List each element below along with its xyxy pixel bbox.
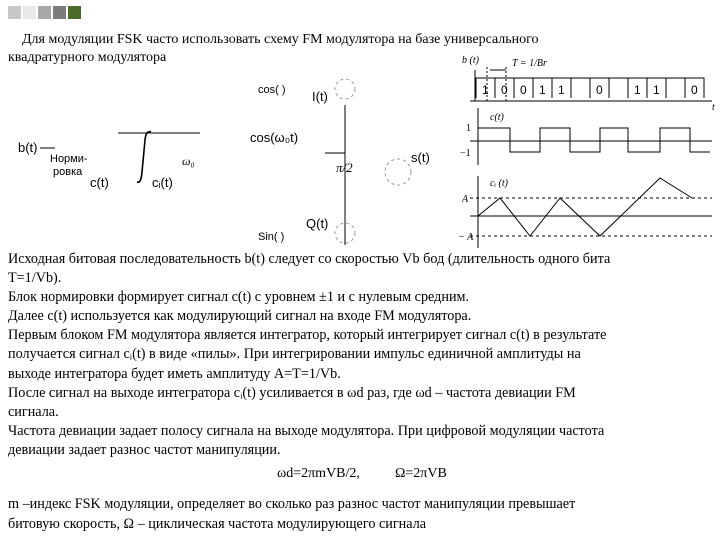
intro-line: Для модуляции FSK часто использовать схему FM модулятора на базе универсального (22, 32, 539, 47)
signal-s-label: s(t) (411, 150, 430, 165)
intro-line: квадратурного модулятора (8, 50, 167, 65)
bullet-square (8, 6, 21, 19)
bit-value: 1 (539, 83, 546, 97)
paragraph-line: После сигнал на выходе интегратора cᵢ(t) усиливается в ωd раз, где ωd – частота девиации FM (8, 384, 576, 401)
bullet-square (68, 6, 81, 19)
intro-text (8, 31, 648, 67)
cos-w0-label: cos(ω₀t) (250, 130, 299, 145)
paragraph-line: сигнала. (8, 403, 59, 420)
bit-value: 1 (653, 83, 660, 97)
signal-b-label: b(t) (18, 140, 38, 155)
ci-a-label: A (462, 194, 469, 205)
bit-value: 1 (634, 83, 641, 97)
bit-value: 0 (596, 83, 603, 97)
tail-text (8, 495, 713, 534)
norm-label-1: Норми- (50, 153, 88, 165)
time-axis-label: t (712, 102, 715, 113)
bit-value: 1 (558, 83, 565, 97)
bullet-square (38, 6, 51, 19)
paragraph-line: Далее c(t) используется как модулирующий сигнал на входе FM модулятора. (8, 308, 472, 325)
c-low-label: −1 (460, 148, 471, 159)
pi-over-2-label: π/2 (336, 160, 353, 175)
bit-value: 0 (520, 83, 527, 97)
signal-q-label: Q(t) (306, 216, 329, 231)
formula-deviation: ωd=2πmVB/2, (277, 466, 360, 481)
paragraph-line: выходе интегратора будет иметь амплитуду A=T=1/Vb. (8, 365, 341, 382)
paragraph-line: Исходная битовая последовательность b(t) следует со скоростью Vb бод (длительность одного бита (8, 251, 611, 267)
paragraph-line: Блок нормировки формирует сигнал c(t) с уровнем ±1 и с нулевым средним. (8, 289, 470, 306)
signal-ci-label: cᵢ(t) (152, 175, 173, 190)
period-label: T = 1/Br (512, 58, 547, 69)
paragraph-line: Частота девиации задает полосу сигнала на выходе модулятора. При цифровой модуляции частота (8, 422, 605, 439)
timing-ci-label: cᵢ (t) (490, 178, 508, 189)
sin-label: Sin( ) (258, 231, 285, 243)
slide-bullets (8, 6, 83, 24)
timing-c-label: c(t) (490, 112, 504, 123)
signal-i-label: I(t) (312, 89, 328, 104)
paragraph-line: Первым блоком FM модулятора является интегратор, который интегрирует сигнал c(t) в результате (8, 327, 607, 344)
omega-label: ω₀ (182, 154, 195, 168)
bit-value: 1 (482, 83, 489, 97)
body-text (8, 250, 713, 460)
norm-label-2: ровка (53, 166, 83, 178)
paragraph-line: m –индекс FSK модуляции, определяет во сколько раз разнос частот манипуляции превышает (8, 496, 576, 512)
bit-value: 0 (501, 83, 508, 97)
bit-value: 0 (691, 83, 698, 97)
paragraph-line: T=1/Vb). (8, 270, 62, 287)
ci-neg-a-label: − A (458, 232, 474, 243)
timing-b-label: b (t) (462, 55, 479, 66)
cos-top-label: cos( ) (258, 84, 286, 96)
paragraph-line: девиации задает разнос частот манипуляции. (8, 441, 281, 458)
formula-omega: Ω=2πVB (395, 466, 447, 481)
signal-c-label: c(t) (90, 175, 109, 190)
c-high-label: 1 (466, 123, 471, 134)
paragraph-line: битовую скорость, Ω – циклическая частота модулирующего сигнала (8, 515, 427, 532)
bullet-square (23, 6, 36, 19)
paragraph-line: получается сигнал cᵢ(t) в виде «пилы». При интегрировании импульс единичной амплитуды на (8, 346, 581, 363)
bullet-square (53, 6, 66, 19)
